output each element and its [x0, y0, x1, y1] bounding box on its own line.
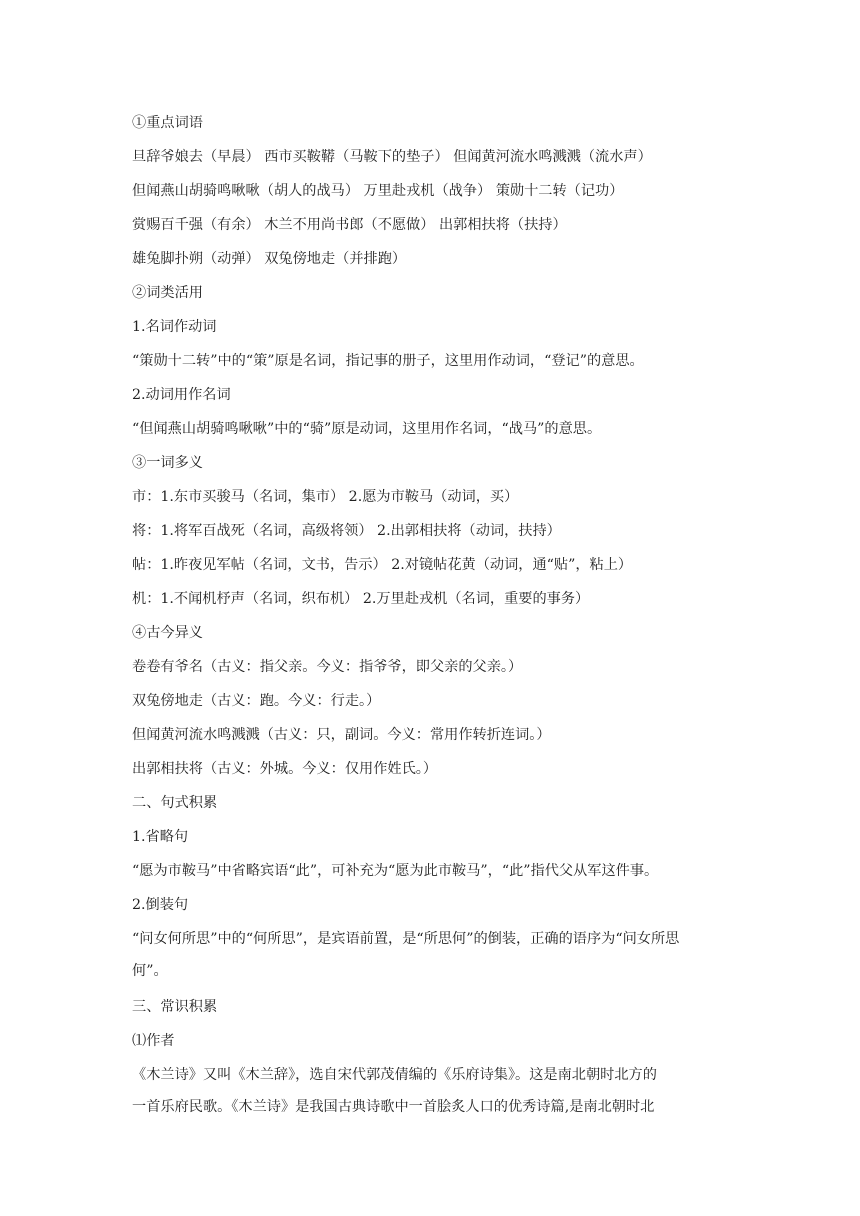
- text-line: 但闻燕山胡骑鸣啾啾（胡人的战马） 万里赴戎机（战争） 策勋十二转（记功）: [132, 183, 624, 199]
- section-heading-common-knowledge: 三、常识积累: [132, 999, 218, 1015]
- subheading: 2.动词用作名词: [132, 387, 231, 403]
- text-line: 卷卷有爷名（古义：指父亲。今义：指爷爷，即父亲的父亲。）: [132, 659, 523, 675]
- text-line: “但闻燕山胡骑鸣啾啾”中的“骑”原是动词，这里用作名词，“战马”的意思。: [132, 421, 602, 437]
- subheading: 1.名词作动词: [132, 319, 217, 335]
- text-line: 帖：1.昨夜见军帖（名词，文书，告示） 2.对镜帖花黄（动词，通“贴”，粘上）: [132, 557, 633, 573]
- document-body: [132, 109, 742, 1129]
- text-line: 机：1.不闻机杼声（名词，织布机） 2.万里赴戎机（名词，重要的事务）: [132, 591, 590, 607]
- text-line: 市：1.东市买骏马（名词，集市） 2.愿为市鞍马（动词，买）: [132, 489, 519, 505]
- text-line: 雄兔脚扑朔（动弹） 双兔傍地走（并排跑）: [132, 251, 407, 267]
- text-line: 旦辞爷娘去（早晨） 西市买鞍鞯（马鞍下的垫子） 但闻黄河流水鸣溅溅（流水声）: [132, 149, 652, 165]
- heading-ancient-modern-meaning: ④古今异义: [132, 625, 203, 641]
- text-line: 《木兰诗》又叫《木兰辞》，选自宋代郭茂倩编的《乐府诗集》。这是南北朝时北方的: [132, 1067, 657, 1083]
- text-line: 将：1.将军百战死（名词，高级将领） 2.出郭相扶将（动词，扶持）: [132, 523, 561, 539]
- text-line: 赏赐百千强（有余） 木兰不用尚书郎（不愿做） 出郭相扶将（扶持）: [132, 217, 567, 233]
- text-line: “问女何所思”中的“何所思”，是宾语前置，是“所思何”的倒装，正确的语序为“问女所思: [132, 931, 680, 947]
- subheading: 1.省略句: [132, 829, 189, 845]
- subheading: 2.倒装句: [132, 897, 189, 913]
- heading-word-class-usage: ②词类活用: [132, 285, 203, 301]
- heading-key-words: ①重点词语: [132, 115, 203, 131]
- heading-polysemy: ③一词多义: [132, 455, 203, 471]
- text-line: 出郭相扶将（古义：外城。今义：仅用作姓氏。）: [132, 761, 438, 777]
- text-line: 双兔傍地走（古义：跑。今义：行走。）: [132, 693, 381, 709]
- text-line: “愿为市鞍马”中省略宾语“此”，可补充为“愿为此市鞍马”，“此”指代父从军这件事。: [132, 863, 659, 879]
- section-heading-sentence-patterns: 二、句式积累: [132, 795, 218, 811]
- text-line: 但闻黄河流水鸣溅溅（古义：只，副词。今义：常用作转折连词。）: [132, 727, 551, 743]
- subheading-author: ⑴作者: [132, 1033, 175, 1049]
- text-line: “策勋十二转”中的“策”原是名词，指记事的册子，这里用作动词，“登记”的意思。: [132, 353, 644, 369]
- text-line: 何”。: [132, 963, 168, 979]
- text-line: 一首乐府民歌。《木兰诗》是我国古典诗歌中一首脍炙人口的优秀诗篇,是南北朝时北: [132, 1099, 655, 1115]
